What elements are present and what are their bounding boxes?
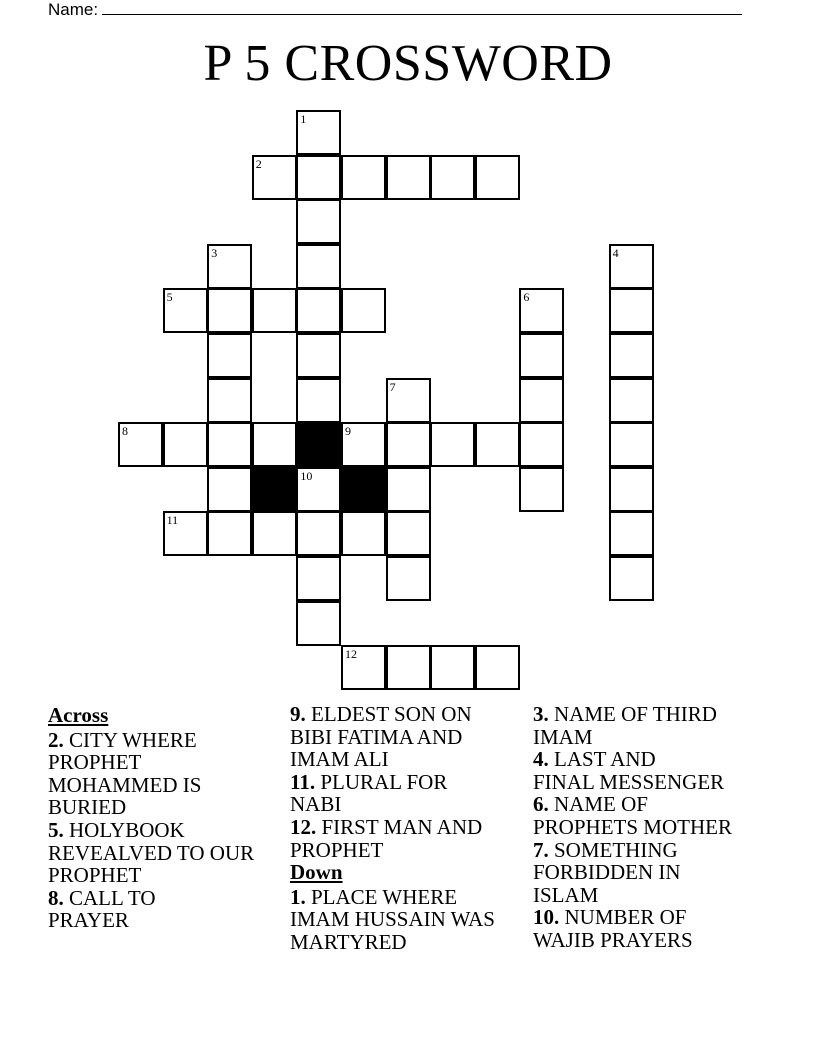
grid-cell[interactable] [296,511,341,556]
clue-item [533,906,773,951]
clue-text-line: PLACE WHERE [311,884,458,909]
clue-text-line: WAJIB PRAYERS [533,927,693,952]
grid-cell[interactable] [609,333,654,378]
clue-number: 11 [166,513,179,528]
grid-cell[interactable] [118,422,163,467]
grid-cell[interactable] [296,155,341,200]
clue-text-line: FORBIDDEN IN [533,860,681,885]
clue-item-number: 4. [533,747,549,772]
grid-cell[interactable] [207,467,252,512]
grid-cell[interactable] [296,467,341,512]
clue-text-line: PROPHET [290,837,384,862]
grid-cell[interactable] [430,422,475,467]
clue-text-line: PROPHETS MOTHER [533,814,732,839]
clue-item-number: 3. [533,702,549,726]
grid-cell[interactable] [430,645,475,690]
clue-number: 2 [255,156,262,171]
grid-cell[interactable] [430,155,475,200]
grid-cell[interactable] [163,288,208,333]
clue-item-number: 7. [533,837,549,862]
clue-item [48,729,283,819]
across-heading: Across [48,703,109,727]
grid-cell[interactable] [519,467,564,512]
grid-cell[interactable] [475,155,520,200]
clue-text-line: BURIED [48,795,127,820]
clue-item [48,887,283,932]
grid-cell[interactable] [207,244,252,289]
grid-cell[interactable] [296,333,341,378]
clue-text-line: IMAM ALI [290,747,389,772]
clue-item-number: 8. [48,885,64,910]
grid-cell[interactable] [475,422,520,467]
grid-cell[interactable] [252,511,297,556]
clue-item-number: 1. [290,884,306,909]
clue-text-line: CALL TO [69,885,156,910]
grid-cell[interactable] [252,155,297,200]
grid-cell[interactable] [296,601,341,646]
clue-text-line: MARTYRED [290,929,407,954]
grid-cell[interactable] [386,378,431,423]
grid-cell[interactable] [296,556,341,601]
clue-text-line: ELDEST SON ON [311,702,472,726]
grid-cell[interactable] [296,199,341,244]
grid-cell[interactable] [519,422,564,467]
clue-item-number: 5. [48,817,64,842]
grid-cell[interactable] [386,556,431,601]
clue-item [533,748,773,793]
grid-cell[interactable] [163,422,208,467]
grid-cell[interactable] [296,288,341,333]
across-clue-list-1 [48,729,283,932]
grid-cell[interactable] [386,467,431,512]
clue-text-line: FINAL MESSENGER [533,769,725,794]
grid-cell[interactable] [207,333,252,378]
grid-cell[interactable] [207,511,252,556]
clue-item-number: 10. [533,905,560,930]
grid-cell[interactable] [475,645,520,690]
grid-cell[interactable] [341,645,386,690]
clue-item [533,703,773,748]
grid-cell[interactable] [609,378,654,423]
clue-text-line: IMAM [533,724,593,749]
grid-cell[interactable] [609,422,654,467]
grid-cell[interactable] [519,288,564,333]
clue-text-line: LAST AND [554,747,656,772]
clue-item [533,839,773,907]
clue-item [290,771,530,816]
clue-item [290,816,530,861]
clue-text-line: NUMBER OF [564,905,687,930]
clue-item-number: 6. [533,792,549,817]
clue-item-number: 2. [48,727,64,752]
grid-cell[interactable] [341,422,386,467]
clue-text-line: HOLYBOOK [69,817,185,842]
clue-item [533,793,773,838]
grid-cell[interactable] [609,556,654,601]
clue-number: 4 [612,245,619,260]
clue-text-line: CITY WHERE [69,727,197,752]
clues-column-1 [48,703,283,932]
grid-cell[interactable] [609,511,654,556]
clues-column-2 [290,703,530,954]
black-square [252,467,297,512]
grid-cell[interactable] [609,244,654,289]
down-clue-list-1 [290,886,530,954]
down-clue-list-2 [533,703,773,952]
grid-cell[interactable] [609,467,654,512]
grid-cell[interactable] [296,110,341,155]
clue-text-line: MOHAMMED IS [48,772,202,797]
clue-item [48,819,283,887]
clue-number: 8 [122,424,128,439]
grid-cell[interactable] [519,333,564,378]
grid-cell[interactable] [341,288,386,333]
page-title: P 5 CROSSWORD [203,35,613,92]
clue-item-number: 12. [290,814,317,839]
clue-number: 12 [345,647,357,662]
grid-cell[interactable] [207,422,252,467]
clue-number: 10 [300,468,313,483]
grid-cell[interactable] [252,288,297,333]
clue-text-line: IMAM HUSSAIN WAS [290,907,495,932]
clue-number: 3 [211,245,218,260]
grid-cell[interactable] [341,155,386,200]
clue-text-line: NAME OF [554,792,648,817]
clue-item [290,703,530,771]
clue-number: 5 [166,290,173,305]
clue-text-line: NAME OF THIRD [554,702,717,726]
black-square [296,422,341,467]
grid-cell[interactable] [386,422,431,467]
grid-cell[interactable] [296,244,341,289]
clue-number: 6 [523,290,530,305]
clue-text-line: REVEALVED TO OUR [48,840,255,865]
clues-column-3 [533,703,773,952]
clue-text-line: ISLAM [533,882,599,907]
name-label: Name: [48,0,99,19]
clue-text-line: NABI [290,792,342,817]
grid-cell[interactable] [296,378,341,423]
grid-cell[interactable] [163,511,208,556]
across-clue-list-2 [290,703,530,861]
clue-item [290,886,530,954]
clue-text-line: PRAYER [48,908,129,933]
clue-text-line: SOMETHING [554,837,678,862]
grid-cell[interactable] [341,511,386,556]
grid-cell[interactable] [609,288,654,333]
grid-cell[interactable] [252,422,297,467]
clue-text-line: FIRST MAN AND [321,814,483,839]
clue-text-line: BIBI FATIMA AND [290,724,463,749]
grid-cell[interactable] [386,155,431,200]
clue-text-line: PLURAL FOR [320,769,448,794]
grid-cell[interactable] [207,378,252,423]
clue-item-number: 9. [290,702,306,726]
grid-cell[interactable] [386,645,431,690]
clue-number: 7 [389,379,396,394]
down-heading: Down [290,860,343,885]
black-square [341,467,386,512]
clue-item-number: 11. [290,769,316,794]
clue-number: 1 [300,112,307,126]
clue-text-line: PROPHET [48,750,142,775]
clue-text-line: PROPHET [48,863,142,888]
grid-cell[interactable] [207,288,252,333]
grid-cell[interactable] [386,511,431,556]
grid-cell[interactable] [519,378,564,423]
clue-number: 9 [345,424,351,439]
